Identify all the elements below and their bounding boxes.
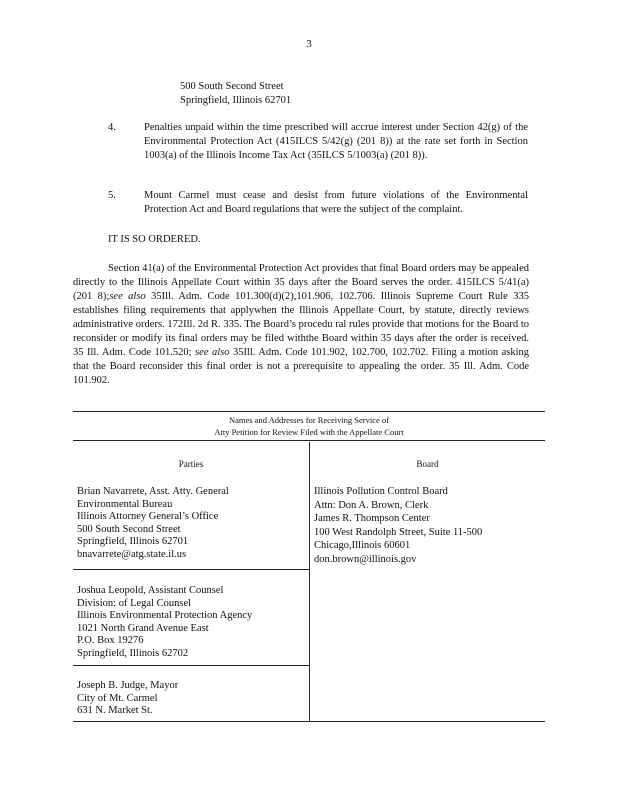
item-number: 5. xyxy=(108,190,116,201)
board-email: don.brown@illinois.gov xyxy=(314,553,417,565)
so-ordered: IT IS SO ORDERED. xyxy=(108,234,201,245)
top-address-line: 500 South Second Street xyxy=(180,81,284,92)
paragraph-text: Section 41(a) of the Environmental Protection Act provides that final Board orders may be appealed directly to the Illinois Appellate Court within 35 days after the Board serves the order. 415ILCS 5/41(a) (201 8); xyxy=(73,263,529,302)
board-line: Attn: Don A. Brown, Clerk xyxy=(314,499,429,511)
top-address xyxy=(180,80,291,108)
see-also-citation: see also xyxy=(109,291,146,302)
paragraph-text: 35Ill. Adm. Code 101.300(d)(2),101.906, 102.706. Illinois Supreme Court Rule 335 establishes filing requirements that applywhen the Illinois Appellate Court, by statute, directly reviews administrative orders. 172Ill. 2d R. 335. The Board’s procedu ral rules provide that motions for the Board to reconsider or modify its final orders may be filed withthe Board within 35 days after the order is received. 35 Ill. Adm. Code 101.520; xyxy=(73,291,529,358)
party-line: 500 South Second Street xyxy=(77,523,181,535)
item-number: 4. xyxy=(108,122,116,133)
party-line: Brian Navarrete, Asst. Atty. General xyxy=(77,486,229,497)
party-entry xyxy=(77,486,305,561)
item-text: Mount Carmel must cease and desist from future violations of the Environmental Protection Act and Board regulations that were the subject of the complaint. xyxy=(144,190,528,215)
party-entry xyxy=(77,680,305,718)
party-line: P.O. Box 19276 xyxy=(77,635,144,646)
board-line: Illinois Pollution Control Board xyxy=(314,486,448,497)
board-line: Chicago,Illinois 60601 xyxy=(314,540,411,551)
column-divider xyxy=(309,442,310,721)
order-item-5 xyxy=(108,189,528,217)
page-number: 3 xyxy=(306,38,312,50)
party-line: Springfield, Illinois 62701 xyxy=(77,536,189,547)
party-line: Illinois Environmental Protection Agency xyxy=(77,610,253,621)
paragraph-text: 35Ill. Adm. Code 101.902, 102.700, 102.702. Filing a motion asking that the Board reconsider this final order is not a prerequisite to appealing the order. 35 Ill. Adm. Code 101.902. xyxy=(73,347,529,386)
appeal-paragraph xyxy=(73,262,529,388)
party-line: City of Mt. Carmel xyxy=(77,692,158,704)
board-line: James R. Thompson Center xyxy=(314,513,430,524)
party-line: Springfield, Illinois 62702 xyxy=(77,647,189,659)
party-email: bnavarrete@atg.state.il.us xyxy=(77,548,187,560)
top-address-line: Springfield, Illinois 62701 xyxy=(180,95,292,106)
board-line: 100 West Randolph Street, Suite 11-500 xyxy=(314,526,483,538)
see-also-citation: see also xyxy=(195,347,230,358)
party-line: Environmental Bureau xyxy=(77,498,173,510)
party-line: Illinois Attorney General’s Office xyxy=(77,511,219,522)
party-line: Division: of Legal Counsel xyxy=(77,597,192,609)
party-line: Joseph B. Judge, Mayor xyxy=(77,680,179,691)
table-header-line: Atty Petition for Review Filed with the Appellate Court xyxy=(214,427,404,437)
party-line: Joshua Leopold, Assistant Counsel xyxy=(77,585,224,596)
party-separator xyxy=(73,665,309,666)
party-separator xyxy=(73,569,309,570)
order-item-4 xyxy=(108,121,528,163)
party-line: 631 N. Market St. xyxy=(77,705,153,716)
table-header xyxy=(73,412,545,441)
party-line: 1021 North Grand Avenue East xyxy=(77,622,209,634)
party-entry xyxy=(77,585,305,660)
item-text: Penalties unpaid within the time prescribed will accrue interest under Section 42(g) of the Environmental Protection Act (415ILCS 5/42(g) (201 8)) at the rate set forth in Section 1003(a) of the Illinois Income Tax Act (35ILCS 5/1003(a) (201 8)). xyxy=(144,122,528,161)
service-table xyxy=(73,411,545,722)
board-heading: Board xyxy=(416,459,439,469)
parties-heading: Parties xyxy=(178,459,204,469)
table-header-line: Names and Addresses for Receiving Service of xyxy=(228,415,390,425)
board-entry xyxy=(314,485,542,566)
